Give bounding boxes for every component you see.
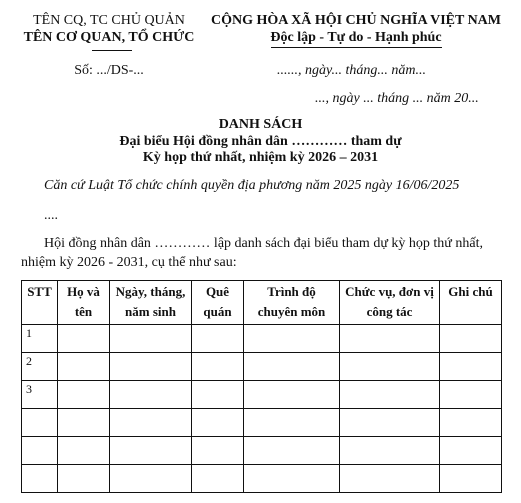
agency-name: TÊN CƠ QUAN, TỔ CHỨC [23, 30, 195, 45]
intro-line-2: nhiệm kỳ 2026 - 2031, cụ thể như sau: [21, 255, 237, 270]
header-birth-date: Ngày, tháng, năm sinh [110, 281, 192, 325]
title-subline-1: Đại biểu Hội đồng nhân dân ………… tham dự [119, 134, 402, 149]
date-line-1: ......, ngày... tháng... năm... [277, 63, 426, 78]
row-number: 3 [22, 381, 58, 409]
document-number: Số: .../DS-... [74, 63, 144, 78]
header-stt: STT [22, 281, 58, 325]
table-row [22, 437, 502, 465]
date-line-2: ..., ngày ... tháng ... năm 20... [315, 91, 479, 106]
parent-agency: TÊN CQ, TC CHỦ QUẢN [33, 13, 185, 28]
header-notes: Ghi chú [440, 281, 502, 325]
row-number: 2 [22, 353, 58, 381]
table-row [22, 381, 502, 409]
table-row [22, 465, 502, 493]
ellipsis-line: .... [44, 208, 58, 223]
table-row [22, 325, 502, 353]
header-full-name: Họ và tên [58, 281, 110, 325]
document-title: DANH SÁCH [218, 117, 303, 132]
row-number [22, 409, 58, 437]
national-motto: Độc lập - Tự do - Hạnh phúc [270, 30, 442, 45]
table-header-row [22, 281, 502, 325]
intro-line-1: Hội đồng nhân dân ………… lập danh sách đại biểu tham dự kỳ họp thứ nhất, [44, 236, 483, 251]
header-qualification: Trình độ chuyên môn [244, 281, 340, 325]
agency-underline [92, 50, 132, 51]
row-number: 1 [22, 325, 58, 353]
country-name: CỘNG HÒA XÃ HỘI CHỦ NGHĨA VIỆT NAM [210, 13, 501, 28]
table-row [22, 409, 502, 437]
table-row [22, 353, 502, 381]
header-hometown: Quê quán [192, 281, 244, 325]
header-position-unit: Chức vụ, đơn vị công tác [340, 281, 440, 325]
title-subline-2: Kỳ họp thứ nhất, nhiệm kỳ 2026 – 2031 [142, 150, 379, 165]
row-number [22, 465, 58, 493]
row-number [22, 437, 58, 465]
legal-basis: Căn cứ Luật Tổ chức chính quyền địa phương năm 2025 ngày 16/06/2025 [44, 178, 460, 193]
delegate-table [21, 280, 502, 493]
motto-underline [271, 47, 442, 48]
